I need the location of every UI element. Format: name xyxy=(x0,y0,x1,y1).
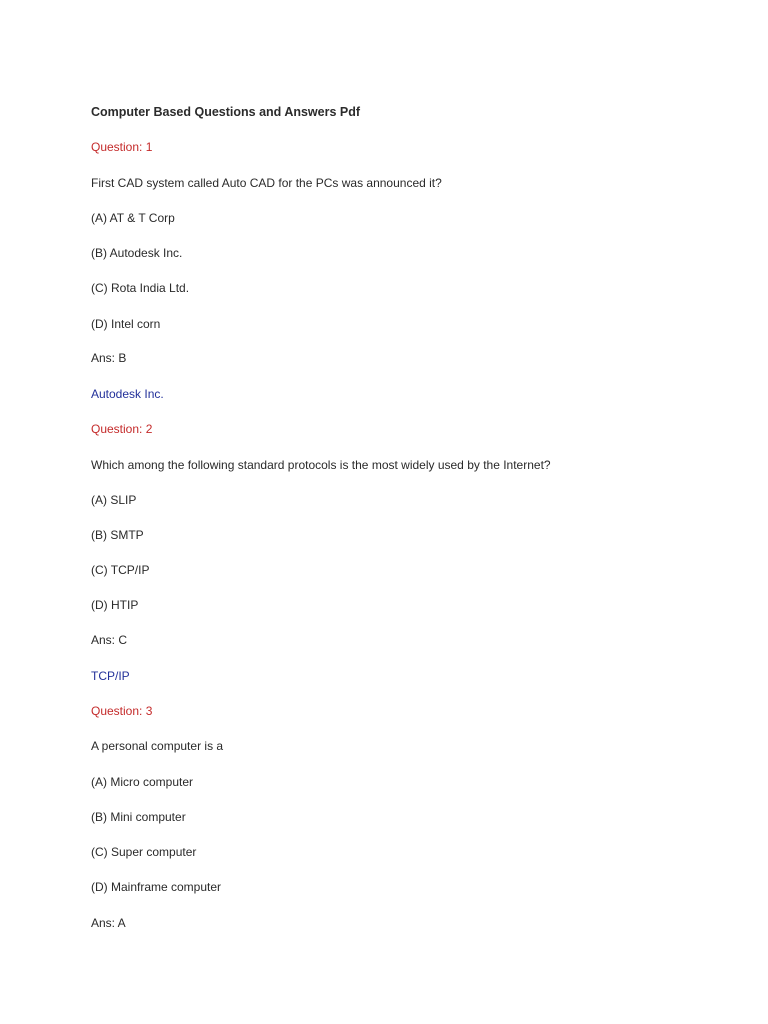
question-1-option-c: (C) Rota India Ltd. xyxy=(91,281,190,295)
question-3-ans: Ans: A xyxy=(91,916,126,930)
question-3-text: A personal computer is a xyxy=(91,739,224,753)
question-2-option-b: (B) SMTP xyxy=(91,528,144,542)
document-title: Computer Based Questions and Answers Pdf xyxy=(91,105,361,119)
question-3-option-a: (A) Micro computer xyxy=(91,775,194,789)
question-2-label: Question: 2 xyxy=(91,422,153,436)
question-1-answer-text: Autodesk Inc. xyxy=(91,387,164,401)
question-1-option-a: (A) AT & T Corp xyxy=(91,211,175,225)
question-2-answer-text: TCP/IP xyxy=(91,669,130,683)
question-3-option-d: (D) Mainframe computer xyxy=(91,880,222,894)
question-2-ans: Ans: C xyxy=(91,633,128,647)
question-1-option-b: (B) Autodesk Inc. xyxy=(91,246,183,260)
question-2-option-c: (C) TCP/IP xyxy=(91,563,150,577)
question-2-option-d: (D) HTIP xyxy=(91,598,139,612)
question-3-option-c: (C) Super computer xyxy=(91,845,197,859)
question-1-text: First CAD system called Auto CAD for the PCs was announced it? xyxy=(91,176,442,190)
question-3-label: Question: 3 xyxy=(91,704,153,718)
question-2-text: Which among the following standard protocols is the most widely used by the Internet? xyxy=(91,458,551,472)
question-3-option-b: (B) Mini computer xyxy=(91,810,186,824)
question-2-option-a: (A) SLIP xyxy=(91,493,137,507)
question-1-label: Question: 1 xyxy=(91,140,153,154)
question-1-option-d: (D) Intel corn xyxy=(91,317,161,331)
question-1-ans: Ans: B xyxy=(91,351,127,365)
